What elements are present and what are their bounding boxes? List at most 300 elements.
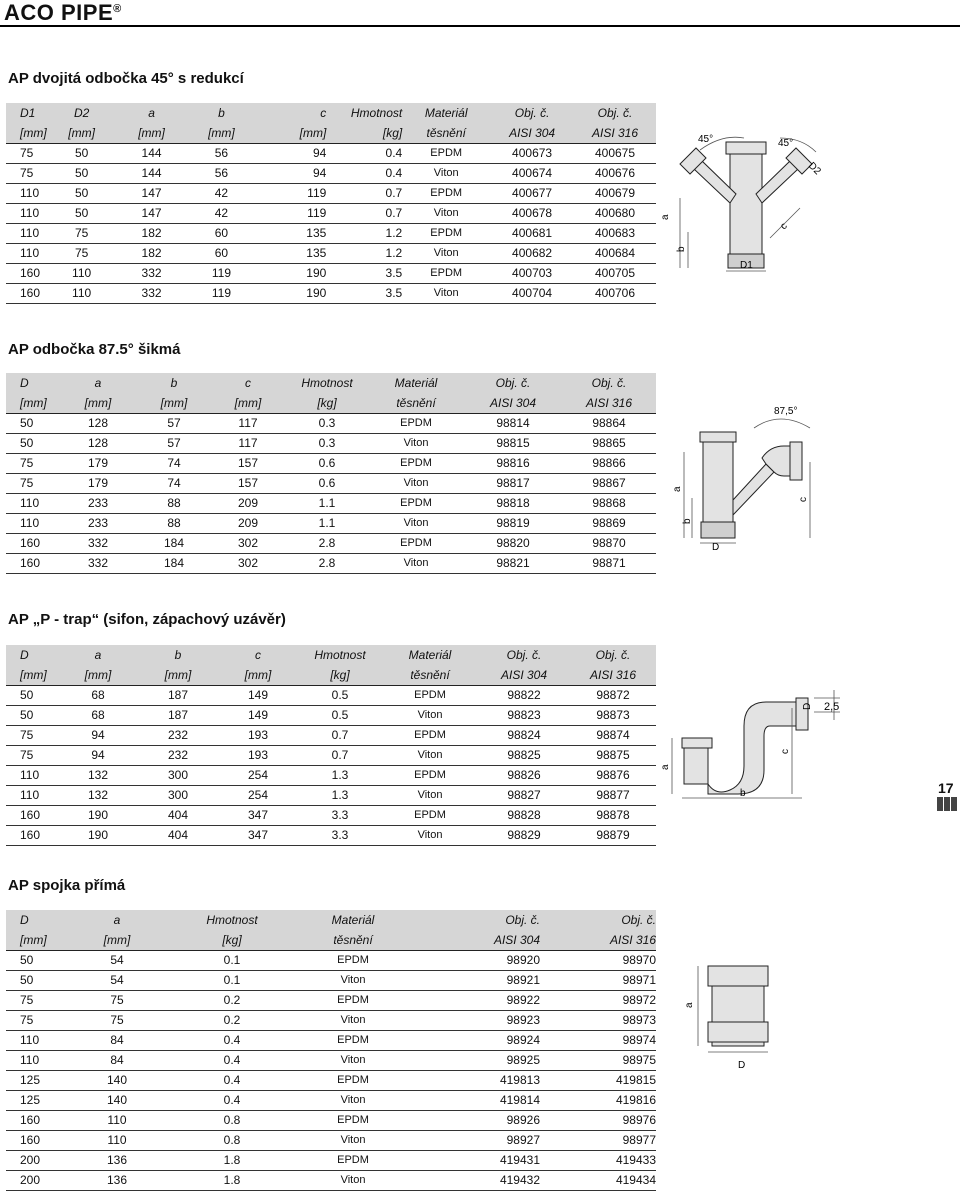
table-cell: 1.1 — [286, 493, 368, 513]
section-title-oblique-branch: AP odbočka 87.5° šikmá — [8, 341, 181, 358]
column-header: Materiál — [408, 648, 452, 662]
dim-label-d: D — [802, 702, 813, 710]
table-cell: 419434 — [540, 1170, 656, 1190]
column-header: Obj. č. — [514, 106, 550, 120]
dim-label-a: a — [660, 764, 671, 770]
column-header: Obj. č. — [505, 913, 540, 927]
table-cell: Viton — [292, 970, 414, 990]
table-cell: EPDM — [382, 685, 478, 705]
table-cell: 0.7 — [326, 203, 402, 223]
table-double-branch — [6, 103, 656, 304]
table-cell: 302 — [210, 553, 286, 573]
table-row — [6, 203, 656, 223]
column-header: [mm] — [6, 930, 62, 950]
dim-label-a: a — [672, 486, 683, 492]
table-cell: 94 — [58, 745, 138, 765]
table-cell: 135 — [256, 243, 326, 263]
table-cell: 128 — [58, 433, 138, 453]
dim-label-d: D — [712, 542, 720, 553]
table-cell: 400679 — [574, 183, 656, 203]
page-number: 17 — [938, 780, 954, 796]
table-cell: Viton — [368, 553, 464, 573]
table-cell: 50 — [6, 950, 62, 970]
table-cell: 75 — [6, 163, 47, 183]
header-row-units — [6, 393, 656, 413]
table-cell: 98821 — [464, 553, 562, 573]
table-cell: 98873 — [570, 705, 656, 725]
column-header: [mm] — [117, 123, 187, 143]
table-cell: 94 — [256, 143, 326, 163]
table-cell: 136 — [62, 1170, 172, 1190]
table-cell: 98874 — [570, 725, 656, 745]
table-cell: 187 — [138, 685, 218, 705]
brand-name: ACO PIPE — [4, 0, 114, 25]
table-cell: 200 — [6, 1170, 62, 1190]
column-header: [kg] — [286, 393, 368, 413]
table-cell: 98818 — [464, 493, 562, 513]
table-cell: EPDM — [292, 950, 414, 970]
table-row — [6, 533, 656, 553]
table-cell: 98819 — [464, 513, 562, 533]
table-cell: 0.7 — [298, 745, 382, 765]
table-cell: 98921 — [414, 970, 540, 990]
table-cell: 400706 — [574, 283, 656, 303]
table-cell: 98970 — [540, 950, 656, 970]
table-cell: 400704 — [490, 283, 574, 303]
column-header: Hmotnost — [301, 376, 353, 390]
column-header: b — [218, 106, 225, 120]
coupling-drawing — [686, 962, 796, 1080]
column-header: Materiál — [424, 106, 468, 120]
table-cell: 50 — [6, 970, 62, 990]
table-row — [6, 183, 656, 203]
table-cell: 110 — [62, 1130, 172, 1150]
table-cell: EPDM — [368, 453, 464, 473]
table-row — [6, 1070, 656, 1090]
table-cell: 110 — [62, 1110, 172, 1130]
table-cell: 50 — [6, 413, 58, 433]
table-cell: 400673 — [490, 143, 574, 163]
table-cell: 119 — [186, 283, 256, 303]
dim-label-b: b — [676, 246, 687, 252]
table-cell: 419814 — [414, 1090, 540, 1110]
column-header: [mm] — [210, 393, 286, 413]
table-cell: 98866 — [562, 453, 656, 473]
table-row — [6, 725, 656, 745]
table-cell: 400675 — [574, 143, 656, 163]
table-cell: 1.8 — [172, 1170, 292, 1190]
table-cell: 302 — [210, 533, 286, 553]
table-cell: 50 — [47, 203, 117, 223]
table-cell: 0.2 — [172, 1010, 292, 1030]
table-row — [6, 685, 656, 705]
table-cell: 147 — [117, 203, 187, 223]
table-cell: 84 — [62, 1030, 172, 1050]
column-header: AISI 316 — [540, 930, 656, 950]
table-cell: 160 — [6, 533, 58, 553]
header-row-labels — [6, 910, 656, 930]
table-cell: 75 — [6, 990, 62, 1010]
table-cell: 98817 — [464, 473, 562, 493]
table-cell: 400676 — [574, 163, 656, 183]
table-cell: 140 — [62, 1070, 172, 1090]
table-cell: 98972 — [540, 990, 656, 1010]
table-cell: 98816 — [464, 453, 562, 473]
header-row-units — [6, 930, 656, 950]
table-row — [6, 785, 656, 805]
table-cell: Viton — [382, 705, 478, 725]
dim-label-d1: D1 — [740, 260, 753, 271]
brand-title — [4, 0, 122, 26]
table-row — [6, 1030, 656, 1050]
table-cell: 98971 — [540, 970, 656, 990]
table-cell: 50 — [47, 143, 117, 163]
table-cell: 98824 — [478, 725, 570, 745]
table-cell: 419432 — [414, 1170, 540, 1190]
column-header: D — [20, 913, 29, 927]
table-cell: 400674 — [490, 163, 574, 183]
table-cell: 3.3 — [298, 825, 382, 845]
page-marker-bars — [937, 797, 959, 811]
table-cell: EPDM — [292, 1030, 414, 1050]
table-row — [6, 433, 656, 453]
table-cell: 0.4 — [326, 143, 402, 163]
table-cell: 94 — [58, 725, 138, 745]
section-title-p-trap: AP „P - trap“ (sifon, zápachový uzávěr) — [8, 611, 286, 628]
table-cell: 98924 — [414, 1030, 540, 1050]
table-cell: 1.2 — [326, 243, 402, 263]
table-cell: 404 — [138, 805, 218, 825]
table-cell: 419433 — [540, 1150, 656, 1170]
table-row — [6, 263, 656, 283]
table-cell: 400682 — [490, 243, 574, 263]
table-cell: 400705 — [574, 263, 656, 283]
table-cell: 50 — [47, 163, 117, 183]
table-cell: 144 — [117, 163, 187, 183]
dim-label-b: b — [740, 788, 746, 799]
table-cell: 160 — [6, 263, 47, 283]
table-cell: 332 — [117, 283, 187, 303]
column-header: těsnění — [292, 930, 414, 950]
table-cell: Viton — [292, 1170, 414, 1190]
table-row — [6, 223, 656, 243]
table-cell: 0.4 — [172, 1050, 292, 1070]
table-cell: 3.5 — [326, 263, 402, 283]
table-cell: 128 — [58, 413, 138, 433]
table-cell: 75 — [6, 473, 58, 493]
table-cell: Viton — [402, 203, 490, 223]
table-cell: EPDM — [382, 805, 478, 825]
table-cell: 75 — [6, 143, 47, 163]
table-cell: 0.7 — [298, 725, 382, 745]
column-header: těsnění — [402, 123, 490, 143]
dim-label-b: b — [682, 518, 693, 524]
table-cell: 110 — [6, 785, 58, 805]
column-header: [mm] — [218, 665, 298, 685]
table-cell: 110 — [6, 765, 58, 785]
table-cell: 419815 — [540, 1070, 656, 1090]
table-cell: 75 — [6, 1010, 62, 1030]
table-cell: 179 — [58, 453, 138, 473]
table-row — [6, 765, 656, 785]
table-row — [6, 745, 656, 765]
column-header: [mm] — [47, 123, 117, 143]
p-trap-drawing — [660, 686, 850, 806]
column-header: Obj. č. — [495, 376, 531, 390]
table-cell: EPDM — [292, 990, 414, 1010]
table-cell: 187 — [138, 705, 218, 725]
table-cell: Viton — [382, 785, 478, 805]
header-row-labels — [6, 103, 656, 123]
table-cell: 1.8 — [172, 1150, 292, 1170]
table-row — [6, 1050, 656, 1070]
table-cell: EPDM — [382, 765, 478, 785]
column-header: [mm] — [138, 665, 218, 685]
angle-label-left: 45° — [698, 134, 714, 145]
table-row — [6, 513, 656, 533]
table-cell: 50 — [6, 685, 58, 705]
column-header: [mm] — [6, 665, 58, 685]
table-cell: 117 — [210, 433, 286, 453]
table-cell: 68 — [58, 705, 138, 725]
table-cell: 300 — [138, 765, 218, 785]
oblique-branch-drawing — [670, 400, 830, 565]
column-header: D — [20, 376, 29, 390]
column-header: Obj. č. — [591, 376, 627, 390]
table-cell: 200 — [6, 1150, 62, 1170]
table-cell: 94 — [256, 163, 326, 183]
header-row-units — [6, 665, 656, 685]
table-cell: 98865 — [562, 433, 656, 453]
table-cell: EPDM — [368, 413, 464, 433]
table-cell: 233 — [58, 513, 138, 533]
table-cell: 332 — [58, 533, 138, 553]
column-header: Obj. č. — [595, 648, 631, 662]
table-row — [6, 163, 656, 183]
table-cell: 0.1 — [172, 950, 292, 970]
table-cell: 60 — [186, 243, 256, 263]
table-cell: 0.2 — [172, 990, 292, 1010]
table-cell: 160 — [6, 825, 58, 845]
table-row — [6, 493, 656, 513]
table-cell: 98920 — [414, 950, 540, 970]
table-cell: 160 — [6, 283, 47, 303]
table-cell: 98871 — [562, 553, 656, 573]
table-cell: 149 — [218, 685, 298, 705]
column-header: Hmotnost — [206, 913, 258, 927]
table-cell: 98827 — [478, 785, 570, 805]
table-cell: 98868 — [562, 493, 656, 513]
table-cell: 193 — [218, 745, 298, 765]
table-row — [6, 950, 656, 970]
table-cell: 75 — [62, 1010, 172, 1030]
table-cell: 60 — [186, 223, 256, 243]
table-cell: 75 — [62, 990, 172, 1010]
dim-label-c: c — [778, 220, 790, 233]
table-oblique-branch — [6, 373, 656, 574]
table-cell: 0.1 — [172, 970, 292, 990]
table-cell: 98823 — [478, 705, 570, 725]
table-cell: 98872 — [570, 685, 656, 705]
table-cell: 98878 — [570, 805, 656, 825]
table-cell: 110 — [47, 263, 117, 283]
table-cell: 75 — [47, 243, 117, 263]
table-cell: 125 — [6, 1090, 62, 1110]
column-header: Materiál — [331, 913, 375, 927]
table-cell: 98923 — [414, 1010, 540, 1030]
dim-label-d: D — [738, 1060, 746, 1071]
table-cell: 232 — [138, 745, 218, 765]
table-cell: 50 — [47, 183, 117, 203]
table-cell: Viton — [368, 433, 464, 453]
column-header: a — [94, 376, 102, 390]
table-row — [6, 825, 656, 845]
table-cell: 0.3 — [286, 433, 368, 453]
table-row — [6, 1090, 656, 1110]
table-cell: 98867 — [562, 473, 656, 493]
table-cell: 132 — [58, 765, 138, 785]
double-branch-drawing — [660, 128, 840, 276]
table-cell: EPDM — [292, 1070, 414, 1090]
column-header: c — [245, 376, 251, 390]
table-cell: 419816 — [540, 1090, 656, 1110]
column-header: b — [174, 648, 182, 662]
table-cell: 75 — [47, 223, 117, 243]
table-cell: 84 — [62, 1050, 172, 1070]
table-cell: 98870 — [562, 533, 656, 553]
table-cell: 332 — [117, 263, 187, 283]
column-header: a — [148, 106, 155, 120]
table-cell: Viton — [368, 473, 464, 493]
table-row — [6, 1010, 656, 1030]
table-cell: Viton — [292, 1050, 414, 1070]
table-row — [6, 970, 656, 990]
table-cell: 110 — [6, 513, 58, 533]
angle-label-right: 45° — [778, 138, 794, 149]
table-cell: 110 — [6, 1050, 62, 1070]
header-rule — [0, 25, 960, 27]
table-cell: Viton — [402, 283, 490, 303]
table-cell: 98926 — [414, 1110, 540, 1130]
table-cell: Viton — [402, 163, 490, 183]
column-header: D1 — [20, 106, 36, 120]
column-header: [mm] — [256, 123, 326, 143]
table-cell: 98822 — [478, 685, 570, 705]
table-cell: 400684 — [574, 243, 656, 263]
table-cell: 0.3 — [286, 413, 368, 433]
table-row — [6, 473, 656, 493]
table-cell: 110 — [6, 203, 47, 223]
table-row — [6, 143, 656, 163]
table-cell: 117 — [210, 413, 286, 433]
table-cell: 193 — [218, 725, 298, 745]
table-cell: 98829 — [478, 825, 570, 845]
table-cell: 98820 — [464, 533, 562, 553]
table-cell: 179 — [58, 473, 138, 493]
table-cell: 98973 — [540, 1010, 656, 1030]
dim-label-c: c — [798, 497, 809, 502]
table-cell: 98877 — [570, 785, 656, 805]
table-cell: EPDM — [402, 183, 490, 203]
table-row — [6, 1110, 656, 1130]
table-cell: 98869 — [562, 513, 656, 533]
table-cell: 98864 — [562, 413, 656, 433]
table-cell: 98927 — [414, 1130, 540, 1150]
table-row — [6, 553, 656, 573]
table-cell: 57 — [138, 433, 210, 453]
column-header: [mm] — [186, 123, 256, 143]
column-header: Hmotnost — [350, 106, 403, 120]
table-cell: 98922 — [414, 990, 540, 1010]
table-cell: 98825 — [478, 745, 570, 765]
table-cell: 190 — [256, 283, 326, 303]
table-cell: 2.8 — [286, 553, 368, 573]
table-cell: Viton — [382, 825, 478, 845]
table-cell: 182 — [117, 243, 187, 263]
table-cell: 135 — [256, 223, 326, 243]
table-cell: Viton — [368, 513, 464, 533]
table-cell: 110 — [6, 223, 47, 243]
table-cell: 0.7 — [326, 183, 402, 203]
table-cell: 184 — [138, 553, 210, 573]
dim-label-d2: D2 — [805, 160, 823, 178]
table-row — [6, 705, 656, 725]
table-cell: 98815 — [464, 433, 562, 453]
section-title-double-branch: AP dvojitá odbočka 45° s redukcí — [8, 70, 244, 87]
table-cell: 98925 — [414, 1050, 540, 1070]
table-cell: 1.2 — [326, 223, 402, 243]
table-cell: 110 — [47, 283, 117, 303]
table-cell: EPDM — [368, 493, 464, 513]
column-header: [mm] — [62, 930, 172, 950]
table-cell: 209 — [210, 493, 286, 513]
table-cell: 0.5 — [298, 685, 382, 705]
table-cell: 347 — [218, 805, 298, 825]
table-cell: EPDM — [292, 1150, 414, 1170]
table-cell: 3.3 — [298, 805, 382, 825]
table-cell: 419813 — [414, 1070, 540, 1090]
table-cell: 1.1 — [286, 513, 368, 533]
table-cell: 119 — [186, 263, 256, 283]
column-header: [kg] — [172, 930, 292, 950]
table-cell: 149 — [218, 705, 298, 725]
table-cell: 98974 — [540, 1030, 656, 1050]
table-cell: 0.5 — [298, 705, 382, 725]
table-cell: 144 — [117, 143, 187, 163]
table-row — [6, 1130, 656, 1150]
column-header: a — [113, 913, 121, 927]
table-cell: 160 — [6, 1130, 62, 1150]
table-cell: EPDM — [382, 725, 478, 745]
column-header: AISI 304 — [464, 393, 562, 413]
table-cell: 0.8 — [172, 1110, 292, 1130]
table-cell: 68 — [58, 685, 138, 705]
column-header: c — [255, 648, 261, 662]
table-cell: EPDM — [402, 223, 490, 243]
table-cell: 160 — [6, 805, 58, 825]
table-cell: 50 — [6, 705, 58, 725]
table-cell: 54 — [62, 950, 172, 970]
table-cell: 110 — [6, 1030, 62, 1050]
column-header: Hmotnost — [314, 648, 366, 662]
table-row — [6, 243, 656, 263]
table-cell: 98875 — [570, 745, 656, 765]
table-cell: 0.4 — [172, 1030, 292, 1050]
table-cell: 0.4 — [172, 1090, 292, 1110]
header-row-labels — [6, 373, 656, 393]
table-cell: 50 — [6, 433, 58, 453]
table-row — [6, 1150, 656, 1170]
